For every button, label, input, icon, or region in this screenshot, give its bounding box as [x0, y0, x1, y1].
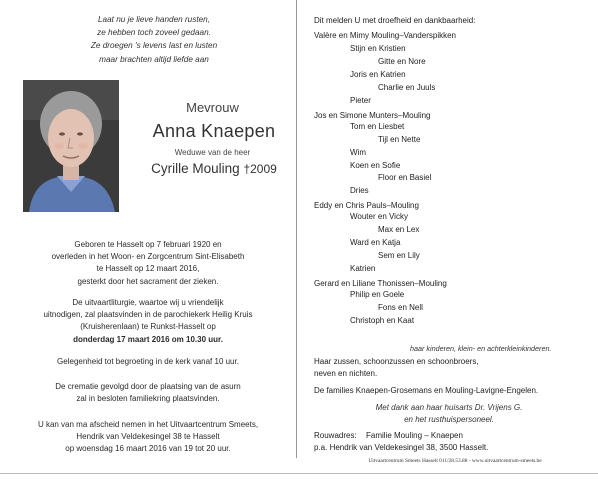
- paragraph-line: De uitvaartliturgie, waartoe wij u vriendelijk: [72, 298, 224, 307]
- family-member: Ward en Katja: [350, 238, 401, 248]
- paragraph-line: Hendrik van Veldekesingel 38 te Hasselt: [76, 432, 220, 442]
- poem-line: ze hebben toch zoveel gedaan.: [97, 28, 211, 38]
- family-member: Christoph en Kaat: [350, 315, 415, 325]
- widow-of-label: Weduwe van de heer: [174, 148, 251, 157]
- family-member: Tijl en Nette: [378, 134, 421, 144]
- funeral-paragraph: [6, 297, 290, 346]
- paragraph-line: Geboren te Hasselt op 7 februari 1920 en: [74, 240, 222, 249]
- center-fold-line: [296, 0, 297, 458]
- paragraph-line: overleden in het Woon- en Zorgcentrum Sint-Elisabeth: [51, 252, 245, 262]
- paragraph-line: De crematie gevolgd door de plaatsing van de asurn: [55, 382, 241, 391]
- family-member: Philip en Goele: [350, 290, 405, 299]
- family-member: Koen en Sofie: [350, 160, 401, 170]
- family-member: Wouter en Vicky: [350, 212, 408, 222]
- family-member: Floor en Basiel: [378, 173, 432, 183]
- family-member: Dries: [350, 186, 369, 196]
- paragraph-line: gesterkt door het sacrament der zieken.: [77, 276, 219, 286]
- condolence-paragraph: [6, 356, 290, 368]
- paragraph-line: te Hasselt op 12 maart 2016,: [96, 264, 200, 274]
- siblings-line: neven en nichten.: [314, 369, 378, 378]
- rouwadres-address: p.a. Hendrik van Veldekesingel 38, 3500 Hasselt.: [314, 443, 489, 452]
- family-member: Katrien: [350, 264, 376, 274]
- family-member: Stijn en Kristien: [350, 43, 406, 53]
- family-member: Max en Lex: [378, 225, 420, 235]
- husband-name: Cyrille Mouling: [151, 161, 240, 176]
- poem-line: maar brachten altijd liefde aan: [99, 54, 209, 64]
- poem-line: Laat nu je lieve handen rusten,: [98, 15, 210, 24]
- portrait-photo: [23, 80, 119, 212]
- family-member: Charlie en Juuls: [378, 82, 436, 92]
- thanks-line: en het rusthuispersoneel.: [404, 414, 494, 424]
- family-branch-head: Gerard en Liliane Thonissen–Mouling: [314, 279, 447, 289]
- paragraph-line: uitnodigen, zal plaatsvinden in de parochiekerk Heilig Kruis: [43, 310, 253, 320]
- footer: Uitvaartcentrum Smeets Hasselt 011/28.53.88 - www.uitvaartcentrum-smeets.be: [368, 458, 542, 464]
- farewell-paragraph: [6, 419, 290, 456]
- paragraph-line: Gelegenheid tot begroeting in de kerk vanaf 10 uur.: [57, 357, 239, 366]
- funeral-date: donderdag 17 maart 2016 om 10.30 uur.: [73, 334, 223, 344]
- thanks: [314, 402, 584, 425]
- honorific: Mevrouw: [186, 100, 239, 115]
- poem: [30, 13, 278, 66]
- cremation-paragraph: [6, 381, 290, 405]
- family-member: Wim: [350, 147, 366, 157]
- rouwadres-name: Familie Mouling – Knaepen: [366, 431, 463, 440]
- poem-line: Ze droegen 's levens last en lusten: [90, 41, 218, 51]
- family-member: Fons en Nell: [378, 302, 423, 312]
- family-branch-head: Valère en Mimy Mouling–Vanderspikken: [314, 31, 456, 40]
- thanks-line: Met dank aan haar huisarts Dr. Vrijens G.: [375, 403, 523, 412]
- deceased-name: Anna Knaepen: [152, 121, 276, 141]
- families-line: De families Knaepen-Grosemans en Mouling-Lavigne-Engelen.: [314, 386, 539, 395]
- husband-line: [124, 161, 304, 176]
- family-member: Tom en Liesbet: [350, 121, 405, 131]
- family-member: Pieter: [350, 95, 371, 105]
- announcement: Dit melden U met droefheid en dankbaarheid:: [314, 16, 476, 25]
- rouwadres-label: Rouwadres:: [314, 431, 357, 440]
- family-branch-head: Eddy en Chris Pauls–Mouling: [314, 201, 419, 211]
- paragraph-line: (Kruisherenlaan) te Runkst-Hasselt op: [80, 322, 216, 332]
- birth-death-paragraph: [6, 239, 290, 288]
- bottom-border: [0, 473, 598, 474]
- family-member: Gitte en Nore: [378, 56, 426, 66]
- family-member: Sem en Lily: [378, 251, 420, 261]
- paragraph-line: op woensdag 16 maart 2016 van 19 tot 20 uur.: [65, 444, 231, 454]
- family-branch-head: Jos en Simone Munters–Mouling: [314, 110, 431, 120]
- siblings-line: Haar zussen, schoonzussen en schoonbroers,: [314, 357, 479, 366]
- paragraph-line: zal in besloten familiekring plaatsvinden.: [76, 394, 220, 404]
- paragraph-line: U kan van ma afscheid nemen in het Uitvaartcentrum Smeets,: [37, 420, 259, 429]
- husband-death-year: †2009: [243, 162, 277, 176]
- grandchildren-note: haar kinderen, klein- en achterkleinkinderen.: [410, 344, 552, 353]
- family-member: Joris en Katrien: [350, 69, 406, 79]
